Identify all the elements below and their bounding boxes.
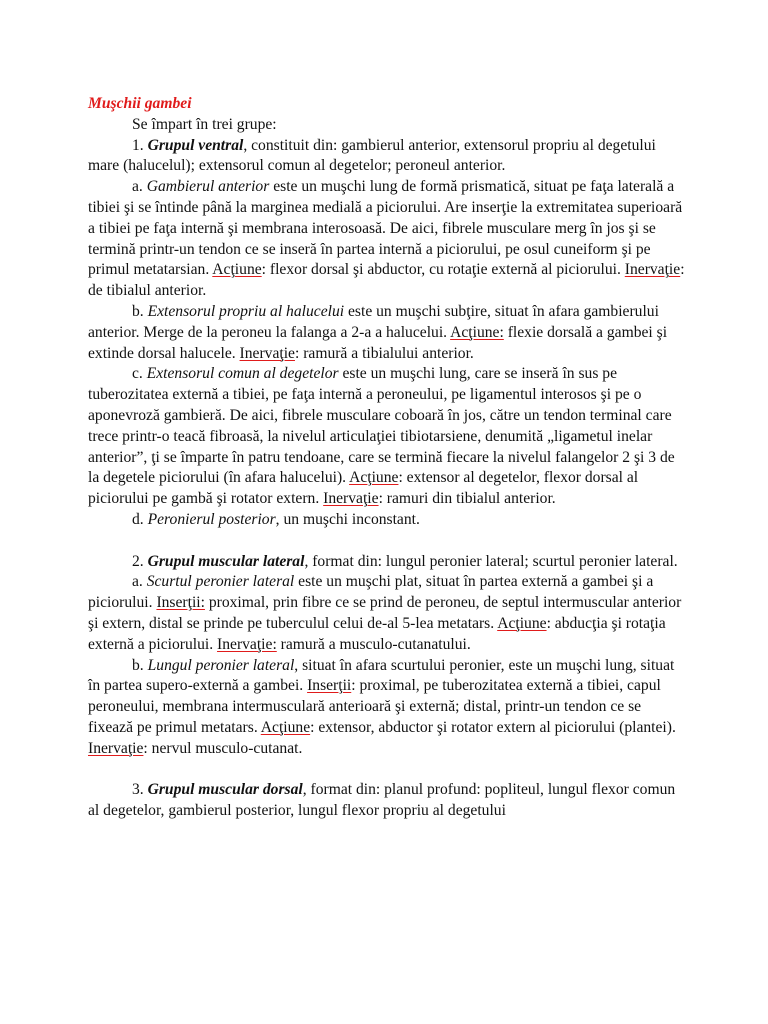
inervatie-text: : ramuri din tibialul anterior.: [378, 490, 556, 508]
list-letter: d.: [132, 510, 148, 528]
actiune-label: Acţiune: [212, 261, 262, 279]
muscle-name: Lungul peronier lateral: [147, 656, 295, 674]
actiune-label: Acţiune:: [450, 323, 504, 341]
insertii-text: proximal, prin fibre ce se prind de peroneu, de septul intermuscular anterior şi extern, distal se prinde pe tuberculul celui de-al 5-lea metatars.: [88, 594, 682, 632]
inervatie-text: : de tibialul anterior.: [88, 261, 685, 300]
paragraph-text: , format din: lungul peronier lateral; scurtul peronier lateral.: [304, 552, 678, 570]
actiune-text: : extensor al degetelor, flexor dorsal al piciorului pe gambă şi rotator extern.: [88, 469, 639, 508]
muscle-name: Scurtul peronier lateral: [146, 573, 295, 591]
blank-line: [88, 531, 688, 552]
blank-line: [88, 760, 688, 781]
inervatie-text: ramură a musculo-cutanatului.: [276, 635, 471, 653]
actiune-label: Acţiune: [260, 718, 311, 736]
list-letter: c.: [132, 365, 147, 383]
muscle-name: Peronierul posterior: [147, 510, 276, 528]
inervatie-label: Inervaţie: [323, 490, 379, 508]
inervatie-label: Inervaţie: [624, 261, 681, 279]
actiune-text: : abducţia şi rotaţia externă a piciorului.: [88, 614, 666, 653]
inervatie-text: : ramură a tibialului anterior.: [294, 344, 474, 362]
insertii-label: Inserţii:: [156, 594, 205, 612]
paragraph-text: este un muşchi subţire, situat în afara gambierului anterior. Merge de la peroneu la falanga a 2-a a halucelui.: [88, 302, 659, 341]
paragraph-lateral-group: [88, 552, 688, 573]
insertii-label: Inserţii: [307, 677, 352, 695]
actiune-label: Acţiune: [497, 614, 547, 632]
document-page: [88, 94, 688, 822]
inervatie-label: Inervaţie:: [217, 635, 277, 653]
actiune-text: flexie dorsală a gambei şi extinde dorsal halucele.: [88, 323, 668, 362]
list-letter: b.: [132, 656, 148, 674]
muscle-name: Extensorul propriu al halucelui: [147, 302, 345, 320]
actiune-text: : flexor dorsal şi abductor, cu rotaţie externă al piciorului.: [261, 261, 625, 279]
paragraph-text: este un muşchi lung de formă prismatică, situat pe faţa laterală a tibiei şi se întinde până la marginea medială a piciorului. Are inserţie la extremitatea superioară a tibiei pe faţa internă şi membrana interosoasă. De aici, fibrele musculare merg în jos şi se termină printr-un tendon ce se inseră în partea internă a piciorului, pe osul cuneiform şi pe primul metatarsian.: [88, 178, 683, 279]
inervatie-text: : nervul musculo-cutanat.: [143, 739, 303, 757]
list-letter: a.: [132, 573, 147, 591]
paragraph-extensorul-propriu: [88, 302, 688, 364]
paragraph-dorsal-group: [88, 780, 688, 822]
actiune-label: Acţiune: [349, 469, 399, 487]
paragraph-ventral-group: [88, 136, 688, 178]
group-heading-dorsal: Grupul muscular dorsal: [147, 781, 303, 799]
paragraph-extensorul-comun: [88, 364, 688, 510]
insertii-text: : proximal, pe tuberozitatea externă a tibiei, capul peroneului, membrana intermusculară anterioară şi externă; distal, printr-un tendon ce se fixează pe primul metatars.: [88, 677, 661, 736]
paragraph-peronierul-posterior: [88, 510, 688, 531]
paragraph-gambierul-anterior: [88, 177, 688, 302]
inervatie-label: Inervaţie: [239, 344, 295, 362]
paragraph-lungul-peronier: [88, 656, 688, 760]
list-letter: b.: [132, 302, 148, 320]
muscle-name: Gambierul anterior: [146, 178, 270, 196]
group-heading-ventral: Grupul ventral: [147, 136, 244, 154]
list-number: 3.: [132, 781, 148, 799]
muscle-name: Extensorul comun al degetelor: [146, 365, 339, 383]
group-heading-lateral: Grupul muscular lateral: [147, 552, 305, 570]
paragraph-intro: Se împart în trei grupe:: [132, 115, 277, 133]
paragraph-text: , situat în afara scurtului peronier, este un muşchi lung, situat în partea supero-externă a gambei.: [88, 656, 675, 695]
actiune-text: : extensor, abductor şi rotator extern al piciorului (plantei).: [310, 718, 676, 736]
paragraph-scurtul-peronier: [88, 572, 688, 655]
inervatie-label: Inervaţie: [88, 739, 144, 757]
document-title: Muşchii gambei: [88, 95, 192, 112]
paragraph-text: este un muşchi plat, situat în partea externă a gambei şi a piciorului.: [88, 573, 654, 612]
list-letter: a.: [132, 178, 147, 196]
list-number: 2.: [132, 552, 148, 570]
list-number: 1.: [132, 136, 148, 154]
paragraph-text: , un muşchi inconstant.: [275, 510, 420, 528]
paragraph-text: , constituit din: gambierul anterior, extensorul propriu al degetului mare (halucelul); extensorul comun al degetelor; peroneul anterior.: [88, 136, 656, 175]
paragraph-text: , format din: planul profund: popliteul, lungul flexor comun al degetelor, gambierul posterior, lungul flexor propriu al degetului: [88, 781, 676, 820]
paragraph-text: este un muşchi lung, care se inseră în sus pe tuberozitatea externă a tibiei, pe faţa internă a peroneului, pe ligamentul interosos şi pe o aponevroză gambieră. De aici, fibrele musculare coboară în jos, către un tendon terminal care trece printr-o teacă fibroasă, la nivelul articulaţiei tibiotarsiene, denumită „ligametul inelar anterior”, ţi se împarte în patru tendoane, care se termină fiecare la nivelul falangelor 2 şi 3 de la degetele piciorului (în afara halucelui).: [88, 365, 675, 487]
